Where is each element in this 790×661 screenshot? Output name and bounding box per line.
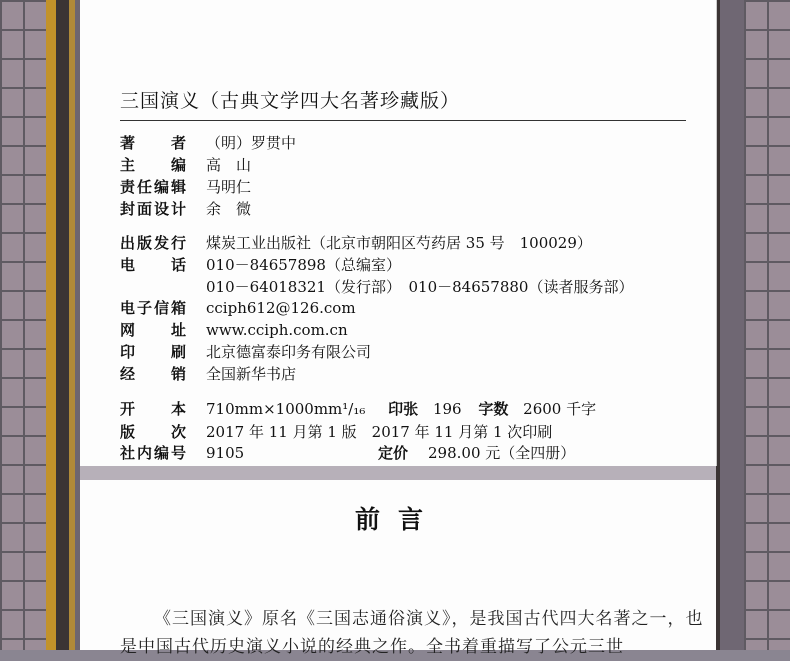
publisher-label: 出版发行 — [120, 234, 186, 252]
phone-value-2: 010－64018321（发行部） 010－84657880（读者服务部） — [206, 278, 634, 296]
phone-value-1: 010－84657898（总编室） — [206, 256, 401, 274]
email-label: 电子信箱 — [120, 299, 186, 317]
preface-paragraph: 《三国演义》原名《三国志通俗演义》，是我国古代四大名著之一，也是中国古代历史演义小说的经典之作。全书着重描写了公元三世 — [120, 609, 704, 657]
book-title: 三国演义（古典文学四大名著珍藏版） — [120, 90, 461, 112]
brick-wall-right — [744, 0, 790, 650]
preface-title: 前言 — [354, 505, 441, 534]
phone-label: 电 话 — [120, 256, 186, 274]
website-row — [120, 319, 348, 341]
email-value: cciph612@126.com — [206, 299, 356, 317]
distributor-row — [120, 363, 296, 385]
format-row — [120, 398, 596, 420]
printer-value: 北京德富泰印务有限公司 — [206, 343, 372, 361]
edition-label: 版 次 — [120, 423, 186, 441]
resp-editor-row — [120, 176, 251, 198]
code-row — [120, 442, 576, 464]
website-label: 网 址 — [120, 321, 186, 339]
author-row — [120, 132, 296, 154]
brick-wall-left — [0, 0, 46, 650]
frame-stripe — [720, 0, 744, 650]
printer-label: 印 刷 — [120, 343, 186, 361]
preface-page — [80, 480, 716, 657]
copyright-page — [80, 0, 717, 466]
price-label: 定价 — [378, 444, 409, 462]
frame-stripe — [56, 0, 69, 650]
cover-design-value: 余 微 — [206, 200, 252, 218]
resp-editor-label: 责任编辑 — [120, 178, 186, 196]
words-label: 字数 — [478, 400, 509, 418]
code-value: 9105 — [206, 444, 245, 462]
email-row — [120, 297, 356, 319]
frame-stripe — [46, 0, 56, 650]
publisher-value: 煤炭工业出版社（北京市朝阳区芍药居 35 号 100029） — [206, 234, 592, 252]
editor-row — [120, 154, 251, 176]
sheets-label: 印张 — [388, 400, 419, 418]
printer-row — [120, 341, 371, 363]
distributor-label: 经 销 — [120, 365, 186, 383]
author-label: 著 者 — [120, 134, 186, 152]
resp-editor-value: 马明仁 — [206, 178, 252, 196]
website-value: www.cciph.com.cn — [206, 321, 348, 339]
code-label: 社内编号 — [120, 444, 186, 462]
cover-design-label: 封面设计 — [120, 200, 186, 218]
publisher-row — [120, 232, 592, 254]
words-value: 2600 千字 — [523, 400, 597, 418]
editor-value: 高 山 — [206, 156, 252, 174]
page-gap — [80, 466, 716, 480]
edition-value: 2017 年 11 月第 1 版 2017 年 11 月第 1 次印刷 — [206, 423, 553, 441]
author-value: （明）罗贯中 — [206, 134, 297, 152]
title-rule — [120, 120, 686, 121]
edition-row — [120, 421, 552, 443]
price-value: 298.00 元（全四册） — [428, 444, 576, 462]
phone-row — [120, 254, 401, 276]
distributor-value: 全国新华书店 — [206, 365, 297, 383]
format-value: 710mm×1000mm¹/₁₆ — [206, 400, 366, 418]
format-label: 开 本 — [120, 400, 186, 418]
editor-label: 主 编 — [120, 156, 186, 174]
sheets-value: 196 — [432, 400, 462, 418]
cover-design-row — [120, 198, 251, 220]
